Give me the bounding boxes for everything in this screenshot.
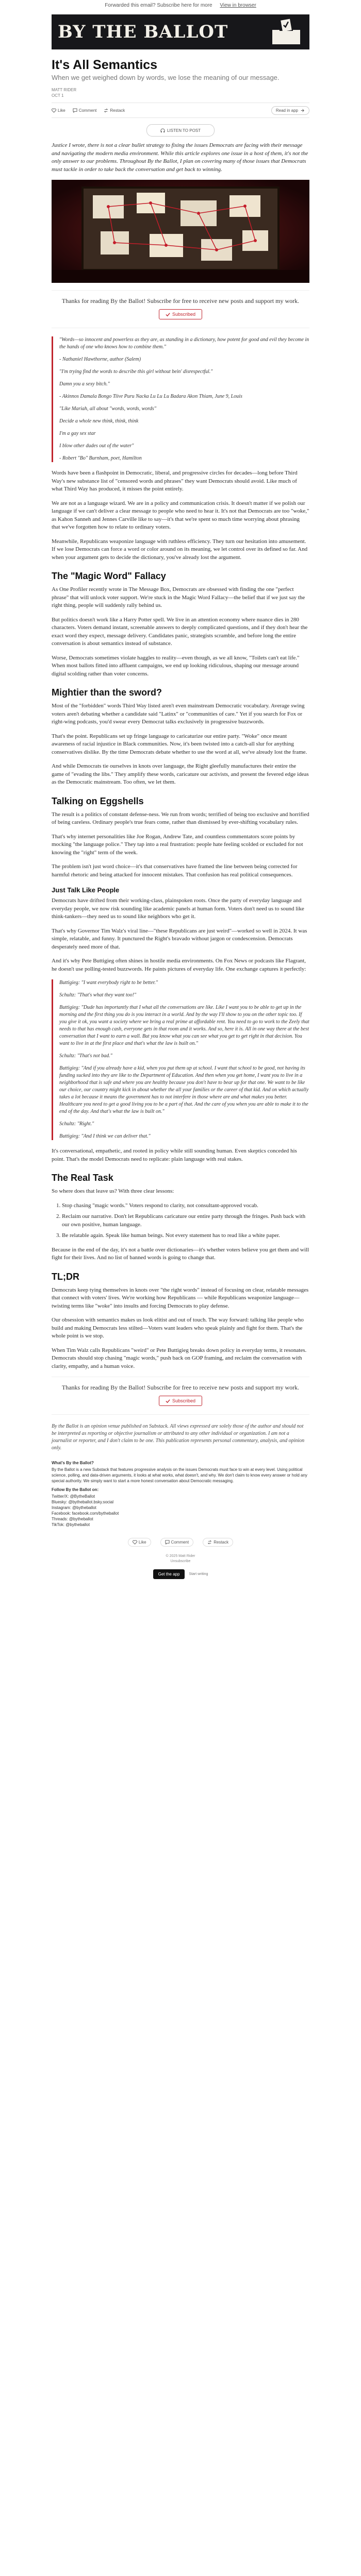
author-name[interactable]: MATT RIDER	[52, 88, 77, 92]
copyright	[52, 1554, 309, 1564]
listen-label: LISTEN TO POST	[167, 128, 201, 133]
read-in-app-button[interactable]	[271, 106, 309, 115]
quote-line: I blow other dudes out of the water"	[59, 443, 134, 449]
dialogue-line: Schultz: "That's not bad."	[59, 1053, 112, 1059]
subscribed-label: Subscribed	[172, 312, 196, 317]
restack-icon	[104, 108, 108, 113]
like-button[interactable]	[52, 108, 65, 113]
body-paragraph: That's why Governor Tim Walz's viral line—"these Republicans are just weird"—worked so well in 2024. It was simple, relatable, and funny. It punctured the Right's bravado without jargon or condescension. Democrats desperately need more of that.	[52, 927, 307, 950]
evidence-board-illustration	[52, 180, 309, 283]
restack-label: Restack	[214, 1540, 229, 1545]
social-link[interactable]: TikTok: @bytheballot	[52, 1522, 90, 1527]
lessons-list	[52, 1202, 309, 1240]
section-heading: Mightier than the sword?	[52, 687, 162, 698]
quote-line: - Nathaniel Hawthorne, author (Salem)	[59, 357, 141, 362]
get-app-button[interactable]: Get the app	[153, 1569, 185, 1579]
body-paragraph: When Tim Walz calls Republicans "weird" or Pete Buttigieg breaks down policy in everyday terms, it resonates. Democrats should stop chasing "magic words," push back on GOP framing, and reclaim the conversation with clarity, empathy, and a human voice.	[52, 1347, 307, 1369]
social-link[interactable]: Bluesky: @bytheballot.bsky.social	[52, 1500, 114, 1504]
check-icon	[166, 1399, 170, 1403]
headphones-icon	[160, 128, 165, 133]
quote-line: "Words—so innocent and powerless as they are, as standing in a dictionary, how potent for good and evil they become in the hands of one who knows how to combine them."	[59, 337, 309, 350]
body-paragraph: Democrats have drifted from their working-class, plainspoken roots. Once the party of everyday language and everyday people, we now risk sounding like academic panels at human form. Voters don't need us to sound like think-tankers—they need us to sound like neighbors who get it.	[52, 897, 304, 920]
banner-title: BY THE BALLOT	[58, 22, 228, 42]
epigraph-quotes	[52, 336, 309, 462]
comment-icon	[165, 1540, 170, 1545]
post-title: It's All Semantics	[52, 58, 158, 72]
start-writing-link[interactable]: Start writing	[189, 1572, 208, 1576]
section-heading: TL;DR	[52, 1271, 79, 1282]
social-link[interactable]: Threads: @bytheballot	[52, 1517, 93, 1521]
bottom-actions	[52, 1538, 309, 1547]
social-link[interactable]: Twitter/X: @BytheBallot	[52, 1494, 95, 1499]
subscribe-box-bottom	[52, 1377, 309, 1415]
restack-button[interactable]	[104, 108, 125, 113]
subscribed-label: Subscribed	[172, 1398, 196, 1403]
heart-icon	[52, 108, 56, 113]
heart-icon	[133, 1540, 137, 1545]
comment-button[interactable]	[73, 108, 97, 113]
dialogue-line: Buttigieg: "Dude has importantly that I what all the conversations are like. Like I want you to be able to get up in the morning and the first thing you do is you interact in a world. And by the way I'll show to you on the other topic too. If you give it ok, you want a society where we bring a real prime at affordable rent. You need to go to work to the Zeely that needs to that has enough cash, everyone gets in that room and it works. And so, here it is. All in one way there at the best conversation that I want to earn a wall. But you know what you can see what you get to get right in that decision. You want to live in at the first place and that's what the law is built on."	[59, 1005, 309, 1046]
restack-label: Restack	[110, 108, 125, 113]
section-heading: The "Magic Word" Fallacy	[52, 571, 166, 581]
body-paragraph: We are not as a language wizard. We are in a policy and communication crisis. It doesn't matter if we polish our language if we can't deliver a clear message to people who need to hear it. It's not that Democrats are too "woke," as Kahon Sanneh and Jennes Carville like to say—it's that we're spent so much time worrying about phrasing that we've forgotten how to relate to ordinary voters.	[52, 500, 309, 530]
quote-line: Damn you a sexy bitch."	[59, 381, 110, 387]
disclaimer: By the Ballot is an opinion venue published on Substack. All views expressed are solely those of the author and should not be interpreted as reporting or objective journalism or attributed to any other individual or organization. I am not a journalist or reporter, and I don't claim to be one. This publication represents personal commentary, analysis, and opinion only.	[52, 1423, 305, 1451]
body-paragraph: It's conversational, empathetic, and rooted in policy while still sounding human. Even skeptics conceded his point. That's the model Democrats need to replicate: plain language with real stakes.	[52, 1148, 297, 1162]
copyright-text: © 2025 Matt Rider	[166, 1554, 195, 1558]
post-actions	[52, 103, 309, 118]
section-heading: The Real Task	[52, 1173, 113, 1183]
body-paragraph: And while Democrats tie ourselves in knots over language, the Right gleefully manufactures their entire the game of "evading the libs." They amplify these words, caricature our activists, and present the fevered edge ideas as the Democratic mainstream. Too often, we let them.	[52, 763, 309, 785]
arrow-right-icon	[300, 108, 305, 113]
view-in-browser-link[interactable]: View in browser	[220, 3, 256, 8]
forward-text[interactable]: Forwarded this email? Subscribe here for more	[105, 3, 212, 8]
subscribe-text: Thanks for reading By the Ballot! Subscribe for free to receive new posts and support my work.	[61, 1384, 300, 1391]
quote-line: - Akinnos Damala Bongo Tiive Puru Nacka Lu Lu Lu Badara Akon Thiam, June 9, Louis	[59, 394, 242, 399]
body-paragraph: That's the point. Republicans set up fringe language to caricaturize our entire party. "Woke" once meant awareness of racial injustice in Black communities. Now, it's been twisted into a catch-all slur for anything conservatives dislike. By the time Democrats debate whether to use the word at all, we've already lost the frame.	[52, 733, 307, 755]
check-icon	[166, 312, 170, 317]
quote-line: Decide a whole new think, think, think	[59, 418, 139, 424]
publication-banner[interactable]	[52, 14, 309, 49]
forward-bar	[0, 0, 361, 11]
subscribed-button[interactable]	[159, 1396, 202, 1406]
hero-image	[52, 180, 309, 283]
subscribed-button[interactable]	[159, 309, 202, 319]
post-date: OCT 1	[52, 93, 64, 98]
dialogue-line: Buttigieg: "And if you already have a kid, when you put them up at school. I want that school to be good, not having its funding sucked into they are like to the Department of Education. And then when you get home, I want you to live in a neighborhood that is safe and where you are healthy because you don't have to bear up for that one. We want to be like our choice, our country might kick in about whether the all your families or the career of that kid. And on which actually takes a lot because it means the government has to not interfere in those where are and what makes you better. Healthcare you need to get a good living you to be a part of that. And the care of you when you are able to make it to the end of the day. And that's what the law is built on."	[59, 1065, 309, 1114]
intro-paragraph: Justice I wrote, there is not a clear bullet strategy to fixing the issues Democrats are facing with their message and navigating the modern media environment. While this article explores one issue in a host of them, it's not the only answer to our problems. Throughout By the Ballot, I plan on covering many of those issues that Democrats must tackle in order to take back the conversation and get back to winning.	[52, 142, 308, 173]
body-paragraph: The problem isn't just word choice—it's that conservatives have framed the line between being corrected for harmful rhetoric and being attacked for innocent mistakes. That confusion has real political consequences.	[52, 863, 298, 878]
comment-button[interactable]	[160, 1538, 194, 1547]
subscribe-text: Thanks for reading By the Ballot! Subscribe for free to receive new posts and support my work.	[61, 297, 300, 304]
content-column	[52, 14, 309, 1579]
list-item: 3. Be relatable again. Speak like human beings. Not every statement has to read like a white paper.	[62, 1232, 309, 1240]
listen-button[interactable]	[146, 124, 215, 137]
like-label: Like	[58, 108, 65, 113]
dialogue-line: Schultz: "That's what they want too!"	[59, 992, 137, 998]
get-app-row	[52, 1569, 309, 1579]
body-paragraph: But politics doesn't work like a Harry Potter spell. We live in an attention economy where nuance dies in 280 characters. Voters demand instant, screenable answers to deeply complicated questions, and if they don't hear the exact word they expect, message delivery. Candidates panic, strategists scramble, and before long the entire conversation is about semantics instead of substance.	[52, 616, 308, 647]
body-paragraph: So where does that leave us? With three clear lessons:	[52, 1188, 174, 1194]
comment-icon	[73, 108, 77, 113]
body-paragraph: Because in the end of the day, it's not a battle over dictionaries—it's whether voters believe you get them and will fight for their lives. And no list of banned words is going to change that.	[52, 1246, 309, 1261]
restack-button[interactable]	[203, 1538, 233, 1547]
quote-line: - Robert "Bo" Burnham, poet, Hamilton	[59, 455, 142, 461]
section-heading: Talking on Eggshells	[52, 795, 144, 806]
like-button[interactable]	[128, 1538, 151, 1547]
body-paragraph: As One Profiler recently wrote in The Message Box, Democrats are obsessed with finding the one "perfect phrase" that will unlock voter support. We're stuck in the Magic Word Fallacy—the belief that if we just say the right thing, people will suddenly rally behind us.	[52, 586, 305, 608]
ballot-box-icon	[269, 19, 303, 45]
about-heading: What's By the Ballot?	[52, 1461, 94, 1465]
unsubscribe-link[interactable]: Unsubscribe	[170, 1560, 191, 1563]
quote-line: "I'm trying find the words to describe this girl without bein' disrespectful."	[59, 369, 213, 375]
restack-icon	[207, 1540, 212, 1545]
post-subtitle: When we get weighed down by words, we lose the meaning of our message.	[52, 74, 280, 81]
dialogue-quote	[52, 979, 309, 1140]
dialogue-line: Schultz: "Right."	[59, 1121, 94, 1127]
read-in-app-label: Read in app	[275, 108, 298, 113]
quote-line: "Like Mariah, all about "words, words, words"	[59, 406, 156, 412]
list-item: 2. Reclaim our narrative. Don't let Republicans caricature our entire party through the fringes. Push back with our own positive, human language.	[62, 1213, 309, 1229]
subsection-heading: Just Talk Like People	[52, 886, 120, 894]
comment-label: Comment	[78, 108, 97, 113]
body-paragraph: Democrats keep tying themselves in knots over "the right words" instead of focusing on clear, relatable messages that connect with voters' lives. We're working how Republicans — while Republicans weaponize language—twisting terms like "woke" into insults and forcing Democrats to play defense.	[52, 1286, 309, 1309]
follow-heading: Follow By the Ballot on:	[52, 1487, 99, 1492]
body-paragraph: Meanwhile, Republicans weaponize language with ruthless efficiency. They turn our hesitation into amusement. If we lose Democrats can force a word or color around on its meaning, we let control over its defined so far. And when your argument gets to decide the dictionary, you've already lost the argument.	[52, 538, 308, 561]
body-paragraph: The result is a politics of constant defense-ness. We run from words; terrified of being too exclusive and horrified of being careless. Ordinary people's true fears come, rather than dismissed by ever-shifting vocabulary rules.	[52, 811, 309, 825]
list-item: 1. Stop chasing "magic words." Voters respond to clarity, not consultant-approved vocab.	[62, 1202, 309, 1210]
social-link[interactable]: Instagram: @bytheballot	[52, 1505, 96, 1510]
dialogue-line: Buttigieg: "I want everybody right to be better."	[59, 980, 158, 986]
body-paragraph: Words have been a flashpoint in Democratic, liberal, and progressive circles for decades—long before Third Way's new substance list of "censored words and phrases" they want Democrats should avoid. Like much of what Third Way has produced, it misses the point entirely.	[52, 470, 298, 492]
like-label: Like	[138, 1540, 146, 1545]
subscribe-box	[52, 290, 309, 328]
social-link[interactable]: Facebook: facebook.com/bytheballot	[52, 1511, 119, 1516]
comment-label: Comment	[171, 1540, 189, 1545]
about-text: By the Ballot is a new Substack that features progressive analysis on the issues Democrats must face to win at every level. Using political science, polling, and data-driven arguments, it looks at what works, what doesn't, and why. We don't claim to know every answer or hold any special authority. We simply want to start a more honest conversation about Democratic messaging.	[52, 1467, 307, 1483]
about-section	[52, 1460, 309, 1528]
body-paragraph: Most of the "forbidden" words Third Way listed aren't even mainstream Democratic vocabulary. Average swing voters aren't debating whether a candidate said "Latinx" or "communities of care." Yet if you search for Fox or right-wing podcasts, you'd swear every Democrat talks exclusively in progressive buzzwords.	[52, 703, 305, 725]
body-paragraph: That's why internet personalities like Joe Rogan, Andrew Tate, and countless commentators score points by mocking "the language police." They tap into a real frustration: people hate feeling scolded or excluded for not knowing the "right" term of the week.	[52, 833, 303, 856]
body-paragraph: And it's why Pete Buttigieg often shines in hostile media environments. On Fox News or podcasts like Flagrant, he doesn't use polling-tested buzzwords. He paints pictures of everyday life. One exchange captures it perfectly:	[52, 958, 306, 972]
body-paragraph: Our obsession with semantics makes us look elitist and out of touch. The way forward: talking like people who build and making Democrats less stilted—Voters want leaders who speak plainly and fight for them. That's the whole point is we stop.	[52, 1317, 304, 1339]
dialogue-line: Buttigieg: "And I think we can deliver that."	[59, 1133, 151, 1139]
body-paragraph: Worse, Democrats sometimes violate haggles to reality—even though, as we all know, "Toilets can't eat life." When most ballots fitted into affluent campaigns, we end up looking ridiculous, shaping our message around digital scolding rather than voter concerns.	[52, 654, 300, 677]
quote-line: I'm a gay sex star	[59, 431, 96, 436]
